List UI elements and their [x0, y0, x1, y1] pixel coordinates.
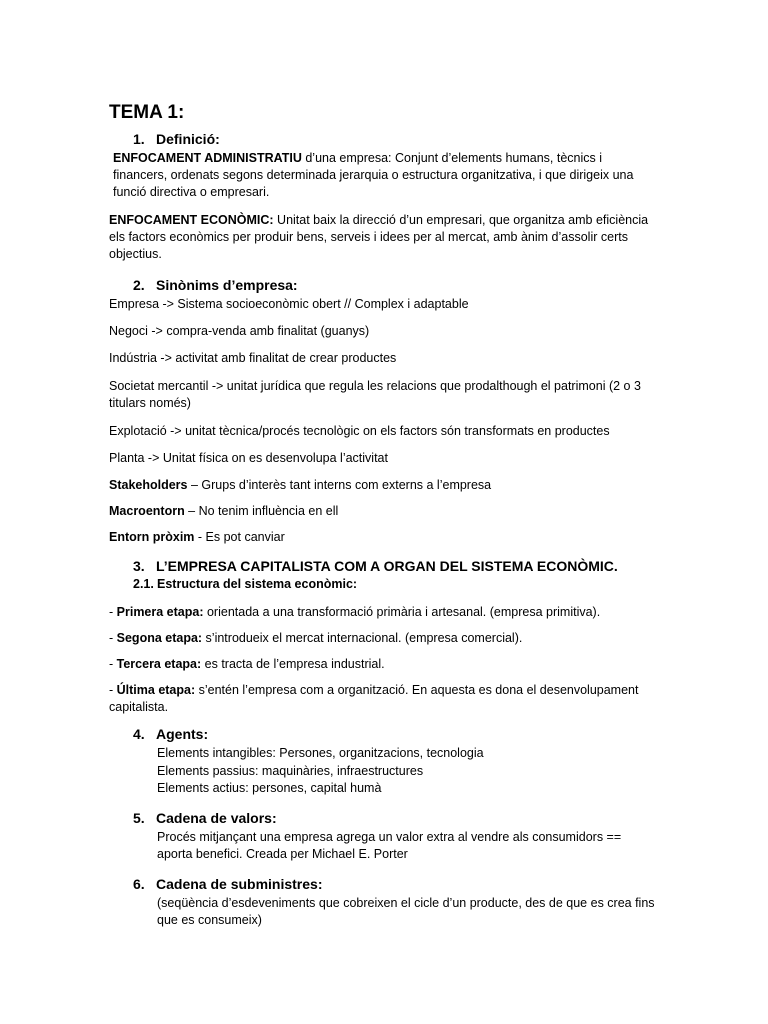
- section-3-heading: [133, 557, 618, 575]
- term-definition: d’una empresa: Conjunt d’elements humans, tècnics i financers, ordenats segons determinada jerarquia o estructura organitzativa, i que dirigeix una funció directiva o empresari.: [113, 151, 634, 199]
- section-title: Cadena de subministres:: [156, 876, 323, 892]
- term-definition: - Es pot canviar: [194, 530, 285, 544]
- stage-label: Segona etapa:: [116, 631, 203, 645]
- term-definition: – Grups d’interès tant interns com externs a l’empresa: [187, 478, 492, 492]
- term-label: Macroentorn: [109, 504, 185, 518]
- paragraph-administratiu: [113, 150, 658, 201]
- section-6-heading: [133, 875, 323, 893]
- paragraph-economic: [109, 212, 657, 263]
- dash: -: [109, 657, 117, 671]
- subsection-heading: [133, 576, 357, 593]
- term-definition: – No tenim influència en ell: [184, 504, 339, 518]
- section-title: Agents:: [156, 726, 209, 742]
- value-chain-text: Procés mitjançant una empresa agrega un valor extra al vendre als consumidors == aporta benefici. Creada per Michael E. Porter: [157, 830, 622, 861]
- stage-line: [109, 604, 657, 621]
- synonym-line: Explotació -> unitat tècnica/procés tecnològic on els factors són transformats en productes: [109, 424, 610, 438]
- section-2-heading: [133, 276, 298, 294]
- term-definition: Unitat baix la direcció d’un empresari, que organitza amb eficiència els factors econòmics per produir bens, serveis i idees per al mercat, amb ànim d’assolir certs objectius.: [109, 213, 649, 261]
- synonym-line: Empresa -> Sistema socioeconòmic obert // Complex i adaptable: [109, 297, 469, 311]
- section-1-heading: [133, 130, 220, 148]
- section-4-heading: [133, 725, 208, 743]
- stage-description: s’introdueix el mercat internacional. (empresa comercial).: [202, 631, 523, 645]
- synonym-line: Indústria -> activitat amb finalitat de crear productes: [109, 351, 397, 365]
- page-title: TEMA 1:: [109, 102, 185, 123]
- dash: -: [109, 683, 117, 697]
- subsection-number: 2.1.: [133, 577, 154, 591]
- dash: -: [109, 631, 117, 645]
- synonym-line: Societat mercantil -> unitat jurídica que regula les relacions que prodalthough el patrimoni (2 o 3 titulars només): [109, 379, 641, 410]
- stage-description: orientada a una transformació primària i artesanal. (empresa primitiva).: [203, 605, 601, 619]
- section-number: 6.: [133, 876, 145, 892]
- section-number: 4.: [133, 726, 145, 742]
- synonym-line: Planta -> Unitat física on es desenvolupa l’activitat: [109, 451, 388, 465]
- synonym-line: [109, 477, 657, 494]
- stage-label: Primera etapa:: [116, 605, 204, 619]
- subsection-title: Estructura del sistema econòmic:: [157, 577, 358, 591]
- synonym-line: Negoci -> compra-venda amb finalitat (guanys): [109, 324, 370, 338]
- agent-line: Elements intangibles: Persones, organitzacions, tecnologia: [157, 746, 484, 760]
- stage-line: [109, 656, 657, 673]
- synonym-line: [109, 503, 657, 520]
- stage-line: [109, 682, 657, 716]
- term-label: ENFOCAMENT ECONÒMIC:: [109, 213, 274, 227]
- stage-line: [109, 630, 657, 647]
- agent-line: Elements passius: maquinàries, infraestructures: [157, 764, 424, 778]
- stage-description: es tracta de l’empresa industrial.: [201, 657, 385, 671]
- supply-chain-text: (seqüència d’esdeveniments que cobreixen el cicle d’un producte, des de que es crea fins que es consumeix): [157, 896, 655, 927]
- section-number: 3.: [133, 558, 145, 574]
- term-label: ENFOCAMENT ADMINISTRATIU: [113, 151, 302, 165]
- term-label: Entorn pròxim: [109, 530, 195, 544]
- section-number: 1.: [133, 131, 145, 147]
- dash: -: [109, 605, 117, 619]
- section-title: Cadena de valors:: [156, 810, 277, 826]
- section-title: L’EMPRESA CAPITALISTA COM A ORGAN DEL SISTEMA ECONÒMIC.: [156, 558, 618, 574]
- synonym-line: [109, 529, 657, 546]
- stage-label: Última etapa:: [116, 683, 196, 697]
- section-title: Definició:: [156, 131, 220, 147]
- section-number: 5.: [133, 810, 145, 826]
- term-label: Stakeholders: [109, 478, 188, 492]
- agent-line: Elements actius: persones, capital humà: [157, 781, 382, 795]
- stage-description: s’entén l’empresa com a organització. En aquesta es dona el desenvolupament capitalista.: [109, 683, 639, 714]
- section-number: 2.: [133, 277, 145, 293]
- stage-label: Tercera etapa:: [116, 657, 202, 671]
- section-title: Sinònims d’empresa:: [156, 277, 298, 293]
- section-5-heading: [133, 809, 277, 827]
